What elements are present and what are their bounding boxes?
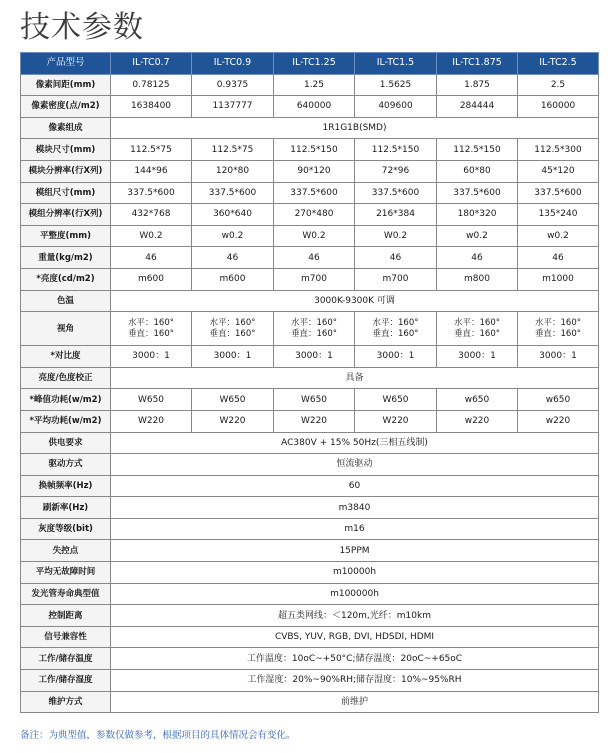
row-label: *峰值功耗(w/m2) xyxy=(21,389,111,411)
table-row xyxy=(21,204,599,226)
table-row xyxy=(21,367,599,389)
footnote: 备注：为典型值，参数仅做参考，根据项目的具体情况会有变化。 xyxy=(20,730,296,741)
merged-value-cell: CVBS, YUV, RGB, DVI, HDSDI, HDMI xyxy=(111,626,599,648)
horizontal-angle: 水平：160° xyxy=(291,317,337,328)
value-cell: w220 xyxy=(437,410,518,432)
value-cell: 3000：1 xyxy=(437,346,518,368)
merged-value-cell: 恒流驱动 xyxy=(111,454,599,476)
value-cell: 46 xyxy=(355,247,437,269)
value-cell: 337.5*600 xyxy=(518,182,599,204)
model-header: IL-TC1.5 xyxy=(355,53,437,75)
value-cell: 337.5*600 xyxy=(355,182,437,204)
value-cell: w0.2 xyxy=(192,225,274,247)
value-cell: 112.5*75 xyxy=(192,139,274,161)
value-cell: 135*240 xyxy=(518,204,599,226)
viewing-angle-text xyxy=(291,318,337,340)
row-label: *亮度(cd/m2) xyxy=(21,268,111,290)
value-cell: w650 xyxy=(518,389,599,411)
merged-value-cell: 1R1G1B(SMD) xyxy=(111,117,599,139)
table-row xyxy=(21,410,599,432)
value-cell: 216*384 xyxy=(355,204,437,226)
viewing-angle-cell xyxy=(518,312,599,346)
vertical-angle: 垂直：160° xyxy=(128,328,174,339)
value-cell: 112.5*150 xyxy=(437,139,518,161)
value-cell: 337.5*600 xyxy=(111,182,192,204)
value-cell: 284444 xyxy=(437,96,518,118)
value-cell: W220 xyxy=(192,410,274,432)
table-row xyxy=(21,225,599,247)
value-cell: W650 xyxy=(355,389,437,411)
value-cell: 1.875 xyxy=(437,74,518,96)
merged-value-cell: m10000h xyxy=(111,562,599,584)
value-cell: 112.5*75 xyxy=(111,139,192,161)
viewing-angle-cell xyxy=(274,312,355,346)
viewing-angle-cell xyxy=(437,312,518,346)
value-cell: W220 xyxy=(355,410,437,432)
page-title: 技术参数 xyxy=(20,10,144,45)
value-cell: W220 xyxy=(274,410,355,432)
value-cell: 144*96 xyxy=(111,160,192,182)
value-cell: m600 xyxy=(111,268,192,290)
viewing-angle-cell xyxy=(111,312,192,346)
model-header: IL-TC0.9 xyxy=(192,53,274,75)
table-row xyxy=(21,290,599,312)
row-label: 模组尺寸(mm) xyxy=(21,182,111,204)
table-row xyxy=(21,160,599,182)
value-cell: 1638400 xyxy=(111,96,192,118)
table-row xyxy=(21,268,599,290)
table-row xyxy=(21,182,599,204)
value-cell: 1137777 xyxy=(192,96,274,118)
value-cell: 3000：1 xyxy=(355,346,437,368)
viewing-angle-text xyxy=(128,318,174,340)
value-cell: 72*96 xyxy=(355,160,437,182)
value-cell: 180*320 xyxy=(437,204,518,226)
table-row xyxy=(21,497,599,519)
viewing-angle-text xyxy=(373,318,419,340)
row-label: 像素密度(点/m2) xyxy=(21,96,111,118)
row-label: 像素间距(mm) xyxy=(21,74,111,96)
table-row xyxy=(21,605,599,627)
merged-value-cell: 具备 xyxy=(111,367,599,389)
value-cell: m1000 xyxy=(518,268,599,290)
row-label: 供电要求 xyxy=(21,432,111,454)
table-row xyxy=(21,346,599,368)
merged-value-cell: 15PPM xyxy=(111,540,599,562)
table-row xyxy=(21,648,599,670)
model-header: IL-TC0.7 xyxy=(111,53,192,75)
value-cell: 46 xyxy=(274,247,355,269)
horizontal-angle: 水平：160° xyxy=(209,317,256,328)
merged-value-cell: AC380V + 15% 50Hz(三相五线制) xyxy=(111,432,599,454)
row-label: 维护方式 xyxy=(21,691,111,713)
merged-value-cell: 3000K-9300K 可调 xyxy=(111,290,599,312)
value-cell: 409600 xyxy=(355,96,437,118)
row-label: *平均功耗(w/m2) xyxy=(21,410,111,432)
viewing-angle-text xyxy=(454,318,500,340)
merged-value-cell: m16 xyxy=(111,518,599,540)
table-row xyxy=(21,475,599,497)
value-cell: 640000 xyxy=(274,96,355,118)
value-cell: 337.5*600 xyxy=(437,182,518,204)
row-label: 驱动方式 xyxy=(21,454,111,476)
table-row xyxy=(21,583,599,605)
value-cell: w220 xyxy=(518,410,599,432)
viewing-angle-cell xyxy=(355,312,437,346)
row-label: 发光管寿命典型值 xyxy=(21,583,111,605)
value-cell: 112.5*150 xyxy=(274,139,355,161)
value-cell: W650 xyxy=(192,389,274,411)
row-label: 平均无故障时间 xyxy=(21,562,111,584)
table-row xyxy=(21,117,599,139)
value-cell: 46 xyxy=(192,247,274,269)
value-cell: 1.25 xyxy=(274,74,355,96)
row-label: *对比度 xyxy=(21,346,111,368)
value-cell: 3000：1 xyxy=(192,346,274,368)
value-cell: 1.5625 xyxy=(355,74,437,96)
horizontal-angle: 水平：160° xyxy=(454,317,500,328)
row-label: 模块分辨率(行X列) xyxy=(21,160,111,182)
value-cell: W0.2 xyxy=(111,225,192,247)
row-label: 信号兼容性 xyxy=(21,626,111,648)
vertical-angle: 垂直：160° xyxy=(291,328,337,339)
table-row xyxy=(21,518,599,540)
value-cell: 112.5*150 xyxy=(355,139,437,161)
merged-value-cell: 超五类网线：＜120m,光纤：m10km xyxy=(111,605,599,627)
table-header-row xyxy=(21,53,599,75)
row-label: 工作/储存温度 xyxy=(21,648,111,670)
value-cell: 160000 xyxy=(518,96,599,118)
value-cell: m600 xyxy=(192,268,274,290)
value-cell: m800 xyxy=(437,268,518,290)
row-label: 刷新率(Hz) xyxy=(21,497,111,519)
value-cell: 46 xyxy=(518,247,599,269)
row-label: 色温 xyxy=(21,290,111,312)
value-cell: 3000：1 xyxy=(274,346,355,368)
viewing-angle-cell xyxy=(192,312,274,346)
value-cell: 46 xyxy=(111,247,192,269)
value-cell: W220 xyxy=(111,410,192,432)
value-cell: W0.2 xyxy=(274,225,355,247)
merged-value-cell: 60 xyxy=(111,475,599,497)
value-cell: 46 xyxy=(437,247,518,269)
value-cell: 0.78125 xyxy=(111,74,192,96)
table-row xyxy=(21,312,599,346)
value-cell: 3000：1 xyxy=(111,346,192,368)
value-cell: W0.2 xyxy=(355,225,437,247)
value-cell: 360*640 xyxy=(192,204,274,226)
vertical-angle: 垂直：160° xyxy=(209,328,256,339)
table-row xyxy=(21,139,599,161)
value-cell: 3000：1 xyxy=(518,346,599,368)
table-row xyxy=(21,247,599,269)
row-label: 模组分辨率(行X列) xyxy=(21,204,111,226)
vertical-angle: 垂直：160° xyxy=(535,328,581,339)
vertical-angle: 垂直：160° xyxy=(454,328,500,339)
row-label: 控制距离 xyxy=(21,605,111,627)
row-label: 工作/储存湿度 xyxy=(21,670,111,692)
row-label: 失控点 xyxy=(21,540,111,562)
merged-value-cell: m3840 xyxy=(111,497,599,519)
header-label: 产品型号 xyxy=(21,53,111,75)
horizontal-angle: 水平：160° xyxy=(128,317,174,328)
table-row xyxy=(21,626,599,648)
merged-value-cell: m100000h xyxy=(111,583,599,605)
table-row xyxy=(21,389,599,411)
value-cell: 120*80 xyxy=(192,160,274,182)
merged-value-cell: 前维护 xyxy=(111,691,599,713)
table-row xyxy=(21,432,599,454)
merged-value-cell: 工作湿度：20%~90%RH;储存湿度：10%~95%RH xyxy=(111,670,599,692)
value-cell: 337.5*600 xyxy=(274,182,355,204)
table-row xyxy=(21,670,599,692)
viewing-angle-text xyxy=(535,318,581,340)
table-row xyxy=(21,454,599,476)
value-cell: 45*120 xyxy=(518,160,599,182)
model-header: IL-TC1.875 xyxy=(437,53,518,75)
row-label: 亮度/色度校正 xyxy=(21,367,111,389)
row-label: 灰度等级(bit) xyxy=(21,518,111,540)
row-label: 像素组成 xyxy=(21,117,111,139)
value-cell: w0.2 xyxy=(437,225,518,247)
value-cell: w650 xyxy=(437,389,518,411)
model-header: IL-TC1.25 xyxy=(274,53,355,75)
row-label: 重量(kg/m2) xyxy=(21,247,111,269)
table-row xyxy=(21,74,599,96)
value-cell: 60*80 xyxy=(437,160,518,182)
value-cell: m700 xyxy=(355,268,437,290)
row-label: 模块尺寸(mm) xyxy=(21,139,111,161)
horizontal-angle: 水平：160° xyxy=(535,317,581,328)
value-cell: 90*120 xyxy=(274,160,355,182)
value-cell: 337.5*600 xyxy=(192,182,274,204)
viewing-angle-text xyxy=(210,318,256,340)
table-row xyxy=(21,540,599,562)
value-cell: w0.2 xyxy=(518,225,599,247)
row-label: 换帧频率(Hz) xyxy=(21,475,111,497)
horizontal-angle: 水平：160° xyxy=(372,317,419,328)
table-row xyxy=(21,691,599,713)
vertical-angle: 垂直：160° xyxy=(372,328,419,339)
row-label: 平整度(mm) xyxy=(21,225,111,247)
table-row xyxy=(21,562,599,584)
merged-value-cell: 工作温度：10oC~+50°C;储存温度：20oC~+65oC xyxy=(111,648,599,670)
table-row xyxy=(21,96,599,118)
value-cell: 432*768 xyxy=(111,204,192,226)
row-label: 视角 xyxy=(21,312,111,346)
value-cell: 270*480 xyxy=(274,204,355,226)
spec-table xyxy=(20,52,599,713)
value-cell: 0.9375 xyxy=(192,74,274,96)
model-header: IL-TC2.5 xyxy=(518,53,599,75)
value-cell: W650 xyxy=(111,389,192,411)
value-cell: 2.5 xyxy=(518,74,599,96)
value-cell: W650 xyxy=(274,389,355,411)
value-cell: m700 xyxy=(274,268,355,290)
value-cell: 112.5*300 xyxy=(518,139,599,161)
